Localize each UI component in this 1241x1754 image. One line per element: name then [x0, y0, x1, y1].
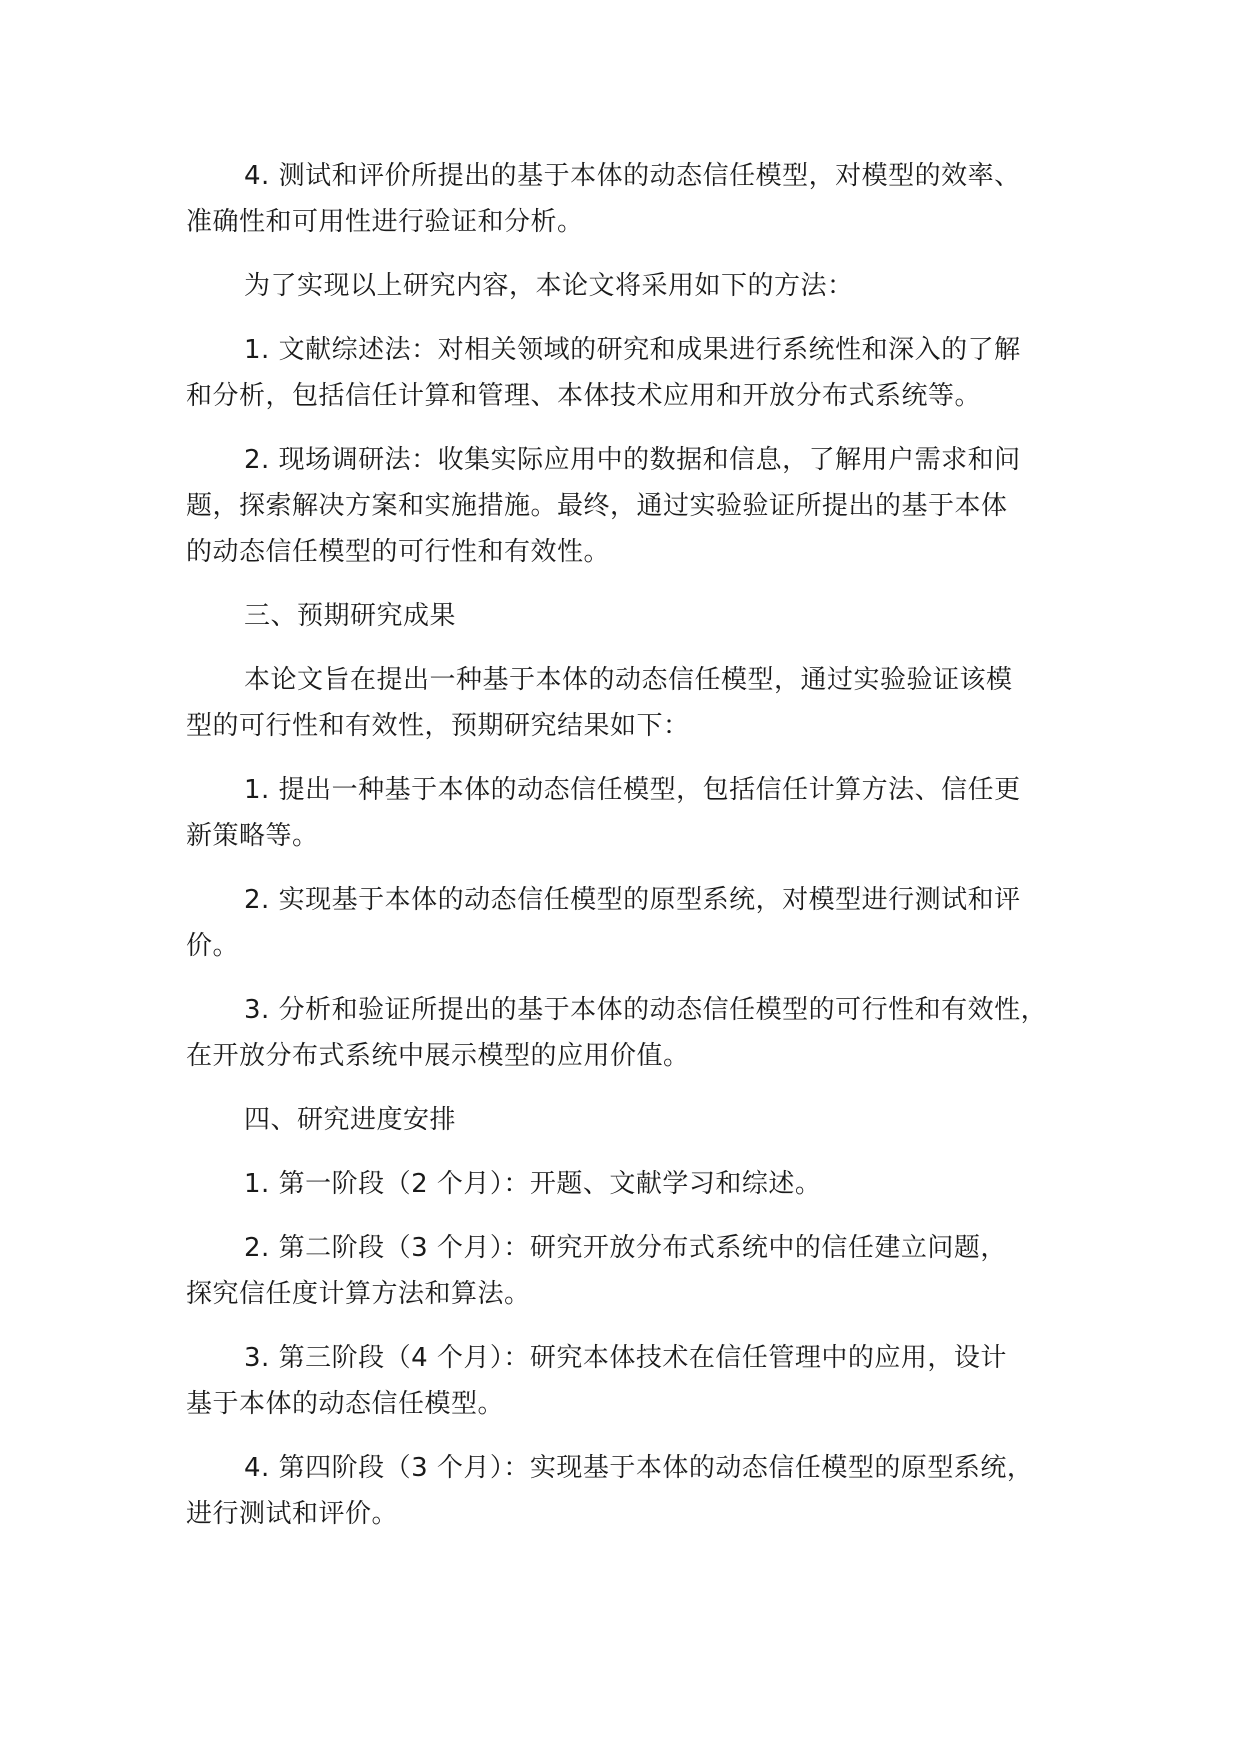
- text-line: 基于本体的动态信任模型。: [186, 1389, 505, 1419]
- text-line: 和分析，包括信任计算和管理、本体技术应用和开放分布式系统等。: [186, 381, 982, 411]
- text-line: 新策略等。: [186, 821, 319, 851]
- text-line: 进行测试和评价。: [186, 1499, 399, 1529]
- paragraph: [186, 153, 1076, 245]
- text-line: 三、预期研究成果: [244, 601, 457, 631]
- paragraph: [186, 263, 1076, 309]
- paragraph: [186, 1335, 1076, 1427]
- text-line: 4. 测试和评价所提出的基于本体的动态信任模型，对模型的效率、: [244, 161, 1021, 191]
- text-line: 2. 第二阶段（3 个月）：研究开放分布式系统中的信任建立问题，: [244, 1233, 1007, 1263]
- text-line: 3. 分析和验证所提出的基于本体的动态信任模型的可行性和有效性，: [244, 995, 1048, 1025]
- text-line: 2. 实现基于本体的动态信任模型的原型系统，对模型进行测试和评: [244, 885, 1021, 915]
- paragraph: [186, 987, 1076, 1079]
- text-line: 4. 第四阶段（3 个月）：实现基于本体的动态信任模型的原型系统，: [244, 1453, 1034, 1483]
- document-body: [186, 153, 1076, 1555]
- text-line: 四、研究进度安排: [244, 1105, 457, 1135]
- text-line: 本论文旨在提出一种基于本体的动态信任模型，通过实验验证该模: [244, 665, 1013, 695]
- paragraph: [186, 657, 1076, 749]
- text-line: 2. 现场调研法：收集实际应用中的数据和信息，了解用户需求和问: [244, 445, 1021, 475]
- text-line: 价。: [186, 931, 240, 961]
- text-line: 准确性和可用性进行验证和分析。: [186, 207, 584, 237]
- text-line: 探究信任度计算方法和算法。: [186, 1279, 531, 1309]
- text-line: 3. 第三阶段（4 个月）：研究本体技术在信任管理中的应用，设计: [244, 1343, 1007, 1373]
- paragraph: [186, 1161, 1076, 1207]
- paragraph: [186, 327, 1076, 419]
- text-line: 1. 文献综述法：对相关领域的研究和成果进行系统性和深入的了解: [244, 335, 1021, 365]
- paragraph: [186, 1225, 1076, 1317]
- text-line: 题，探索解决方案和实施措施。最终，通过实验验证所提出的基于本体: [186, 491, 1008, 521]
- text-line: 的动态信任模型的可行性和有效性。: [186, 537, 611, 567]
- paragraph: [186, 593, 1076, 639]
- text-line: 为了实现以上研究内容，本论文将采用如下的方法：: [244, 271, 854, 301]
- text-line: 1. 提出一种基于本体的动态信任模型，包括信任计算方法、信任更: [244, 775, 1021, 805]
- text-line: 1. 第一阶段（2 个月）：开题、文献学习和综述。: [244, 1169, 822, 1199]
- text-line: 型的可行性和有效性，预期研究结果如下：: [186, 711, 690, 741]
- paragraph: [186, 767, 1076, 859]
- paragraph: [186, 1445, 1076, 1537]
- paragraph: [186, 437, 1076, 575]
- paragraph: [186, 1097, 1076, 1143]
- text-line: 在开放分布式系统中展示模型的应用价值。: [186, 1041, 690, 1071]
- paragraph: [186, 877, 1076, 969]
